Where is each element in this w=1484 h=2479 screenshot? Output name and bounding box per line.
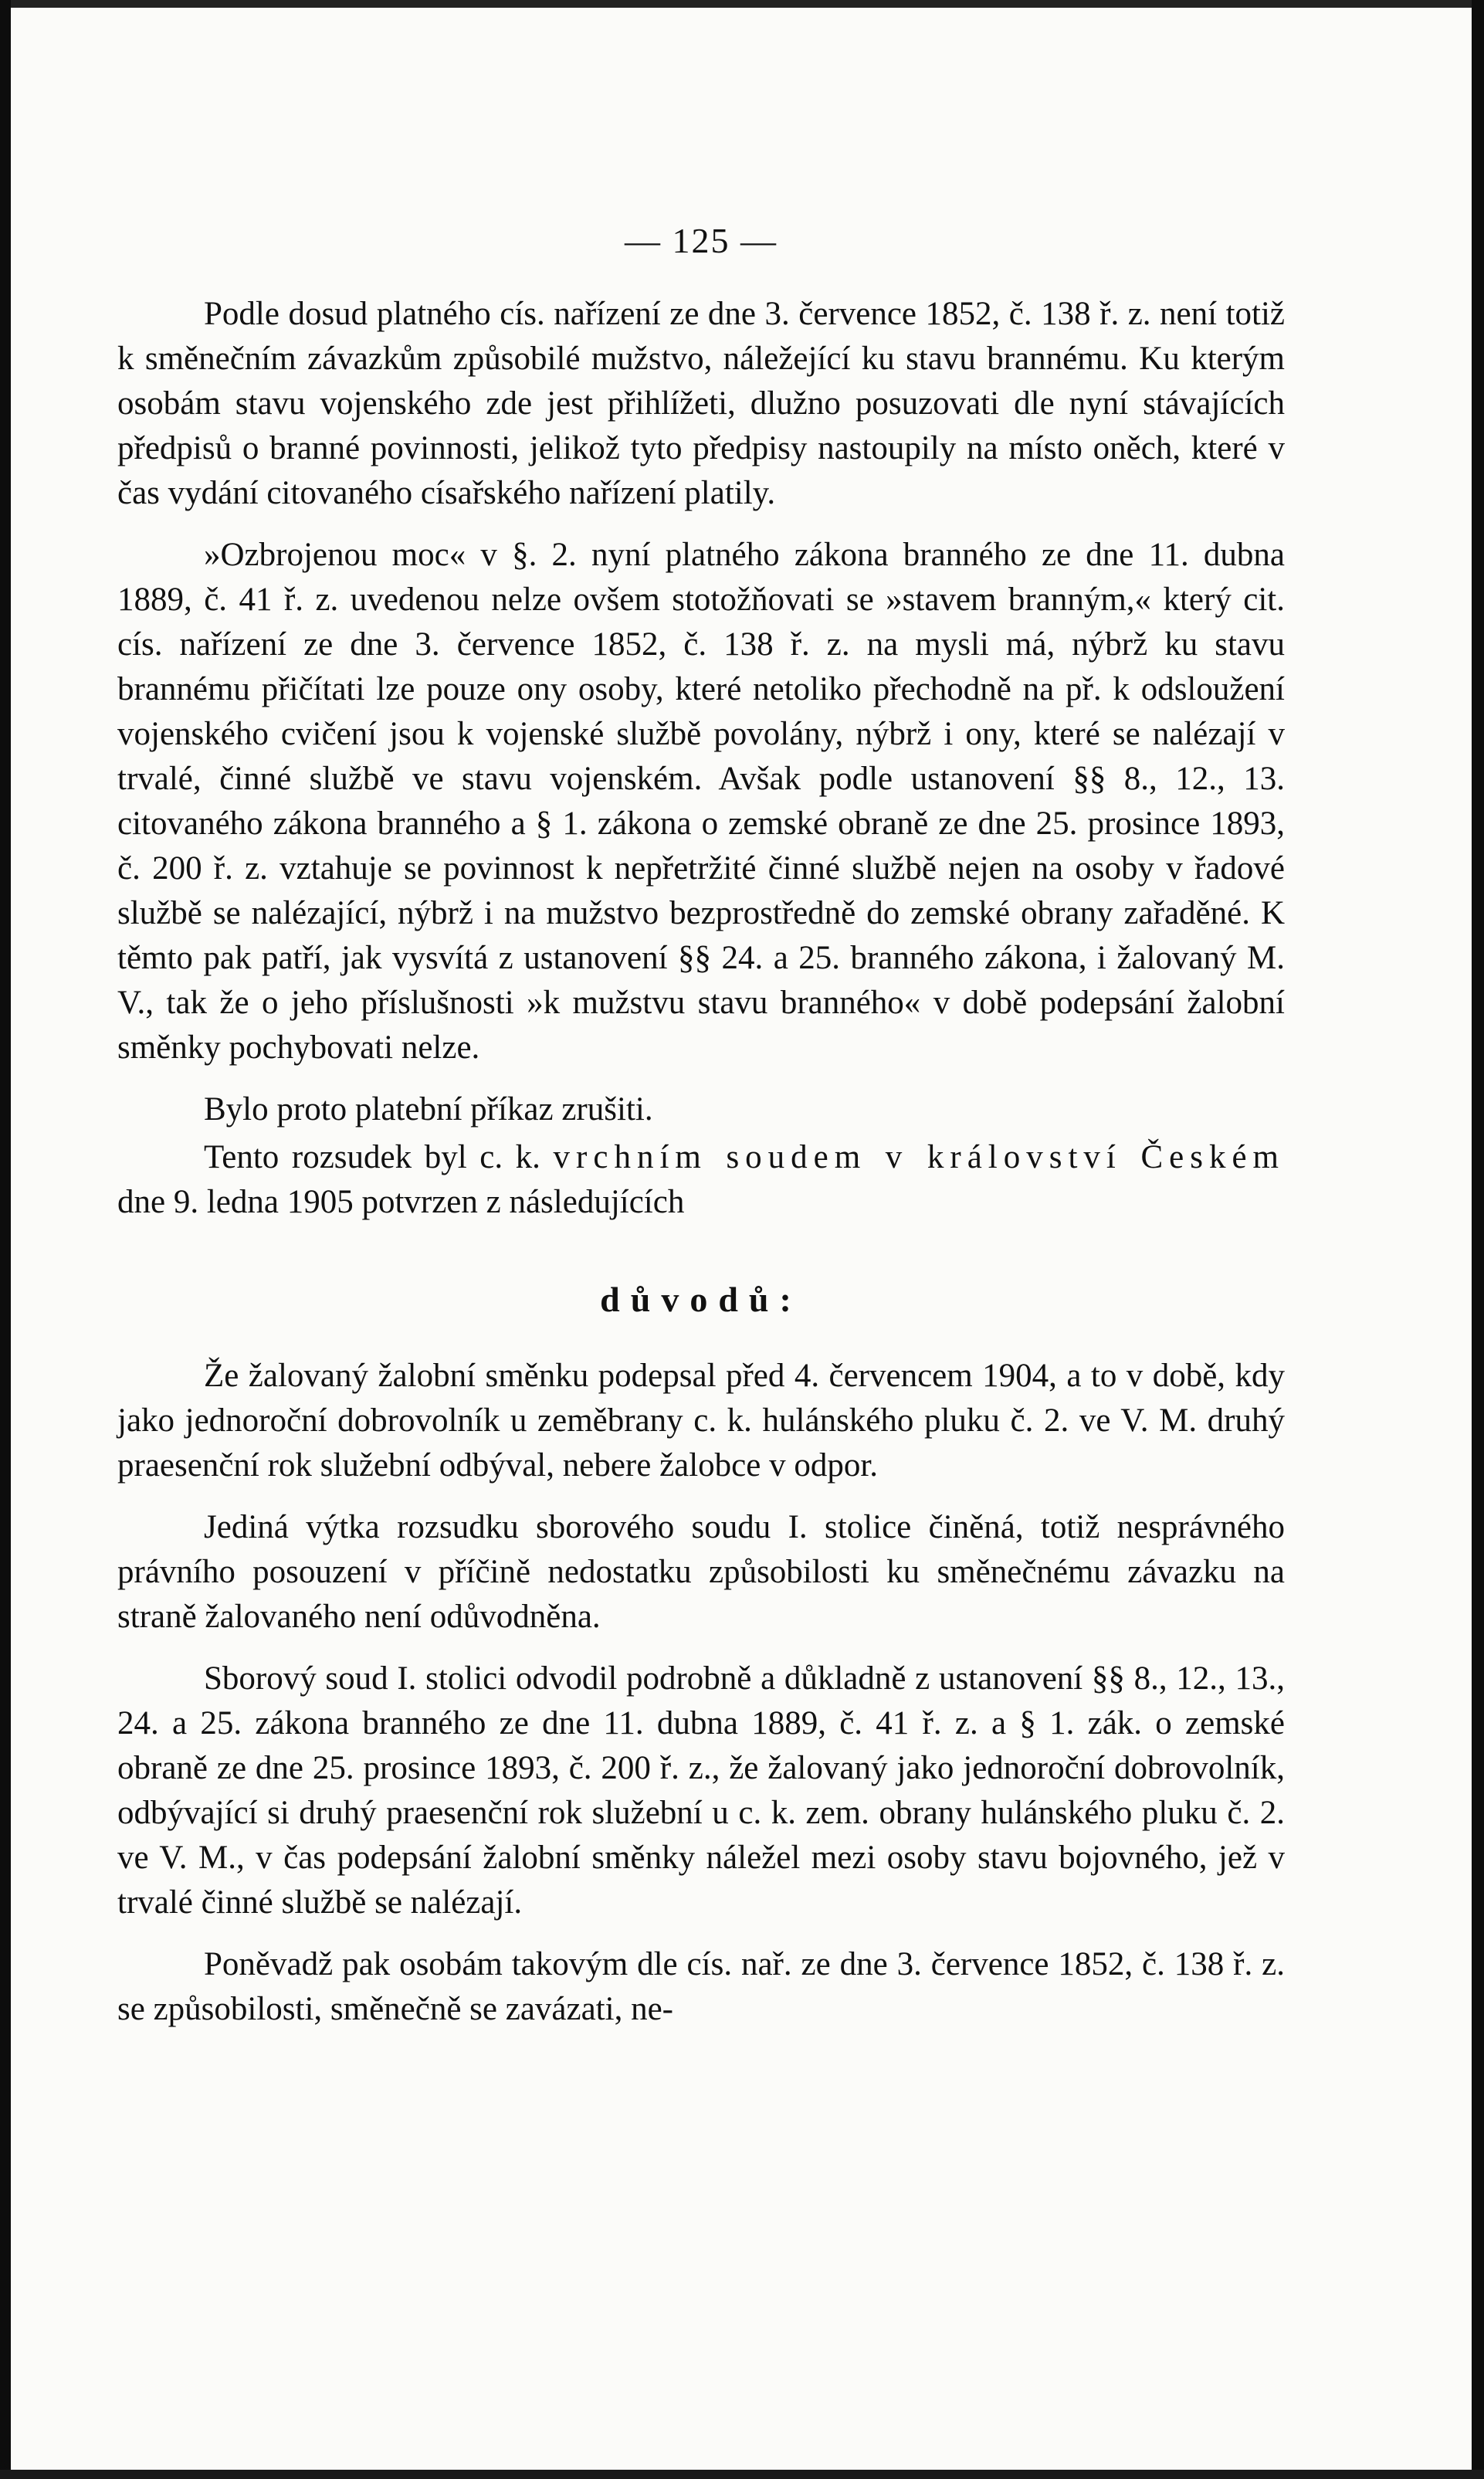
paragraph-2: »Ozbrojenou moc« v §. 2. nyní platného zákona branného ze dne 11. dubna 1889, č. 41 ř. z. uvedenou nelze ovšem stotožňovati se »stavem branným,« který cit. cís. nařízení ze dne 3. července 1852, č. 138 ř. z. na mysli má, nýbrž ku stavu brannému přičítati lze pouze ony osoby, které netoliko přechodně na př. k odsloužení vojenského cvičení jsou k vojenské službě povolány, nýbrž i ony, které se nalézají v trvalé, činné službě ve stavu vojenském. Avšak podle ustanovení §§ 8., 12., 13. citovaného zákona branného a § 1. zákona o zemské obraně ze dne 25. prosince 1893, č. 200 ř. z. vztahuje se povinnost k nepřetržité činné službě nejen na osoby v řadové službě se nalézající, nýbrž i na mužstvo bezprostředně do zemské obrany zařaděné. K těmto pak patří, jak vysvítá z ustanovení §§ 24. a 25. branného zákona, i žalovaný M. V., tak že o jeho příslušnosti »k mužstvu stavu branného« v době podepsání žalobní směnky pochybovati nelze. bbox=[117, 537, 1285, 1066]
paragraph-8: Poněvadž pak osobám takovým dle cís. nař. ze dne 3. července 1852, č. 138 ř. z. se způsobilosti, směnečně se zavázati, ne- bbox=[117, 1946, 1285, 2027]
paragraph-4 bbox=[117, 1135, 1285, 1225]
scan-border-bottom bbox=[0, 2470, 1484, 2479]
section-heading: důvodů: bbox=[600, 1280, 802, 1319]
paragraph-4-end: dne 9. ledna 1905 potvrzen z následujících bbox=[117, 1184, 685, 1220]
page-number: — 125 — bbox=[625, 221, 778, 260]
scan-border-left bbox=[0, 0, 11, 2479]
paragraph-1: Podle dosud platného cís. nařízení ze dne 3. července 1852, č. 138 ř. z. není totiž k směnečním závazkům způsobilé mužstvo, náležející ku stavu brannému. Ku kterým osobám stavu vojenského zde jest přihlížeti, dlužno posuzovati dle nyní stávajících předpisů o branné povinnosti, jelikož tyto předpisy nastoupily na místo oněch, které v čas vydání citovaného císařského nařízení platily. bbox=[117, 296, 1285, 511]
paragraph-5: Že žalovaný žalobní směnku podepsal před 4. červencem 1904, a to v době, kdy jako jednoroční dobrovolník u zeměbrany c. k. hulánského pluku č. 2. ve V. M. druhý praesenční rok služební odbýval, nebere žalobce v odpor. bbox=[117, 1358, 1285, 1484]
scan-border-right bbox=[1472, 0, 1484, 2479]
paragraph-3: Bylo proto platební příkaz zrušiti. bbox=[204, 1091, 653, 1128]
paragraph-4-start: Tento rozsudek byl c. k. bbox=[204, 1139, 540, 1175]
text-column bbox=[117, 220, 1285, 2032]
paragraph-7: Sborový soud I. stolici odvodil podrobně a důkladně z ustanovení §§ 8., 12., 13., 24. a 25. zákona branného ze dne 11. dubna 1889, č. 41 ř. z. a § 1. zák. o zemské obraně ze dne 25. prosince 1893, č. 200 ř. z., že žalovaný jako jednoroční dobrovolník, odbývající si druhý praesenční rok služební u c. k. zem. obrany hulánského pluku č. 2. ve V. M., v čas podepsání žalobní směnky náležel mezi osoby stavu bojovného, jež v trvalé činné službě se nalézají. bbox=[117, 1660, 1285, 1921]
scan-border-top bbox=[0, 0, 1484, 8]
paragraph-6: Jediná výtka rozsudku sborového soudu I. stolice činěná, totiž nesprávného právního posouzení v příčině nedostatku způsobilosti ku směnečnému závazku na straně žalovaného není odůvodněna. bbox=[117, 1509, 1285, 1635]
court-name: vrchním soudem v království Českém bbox=[553, 1139, 1286, 1175]
